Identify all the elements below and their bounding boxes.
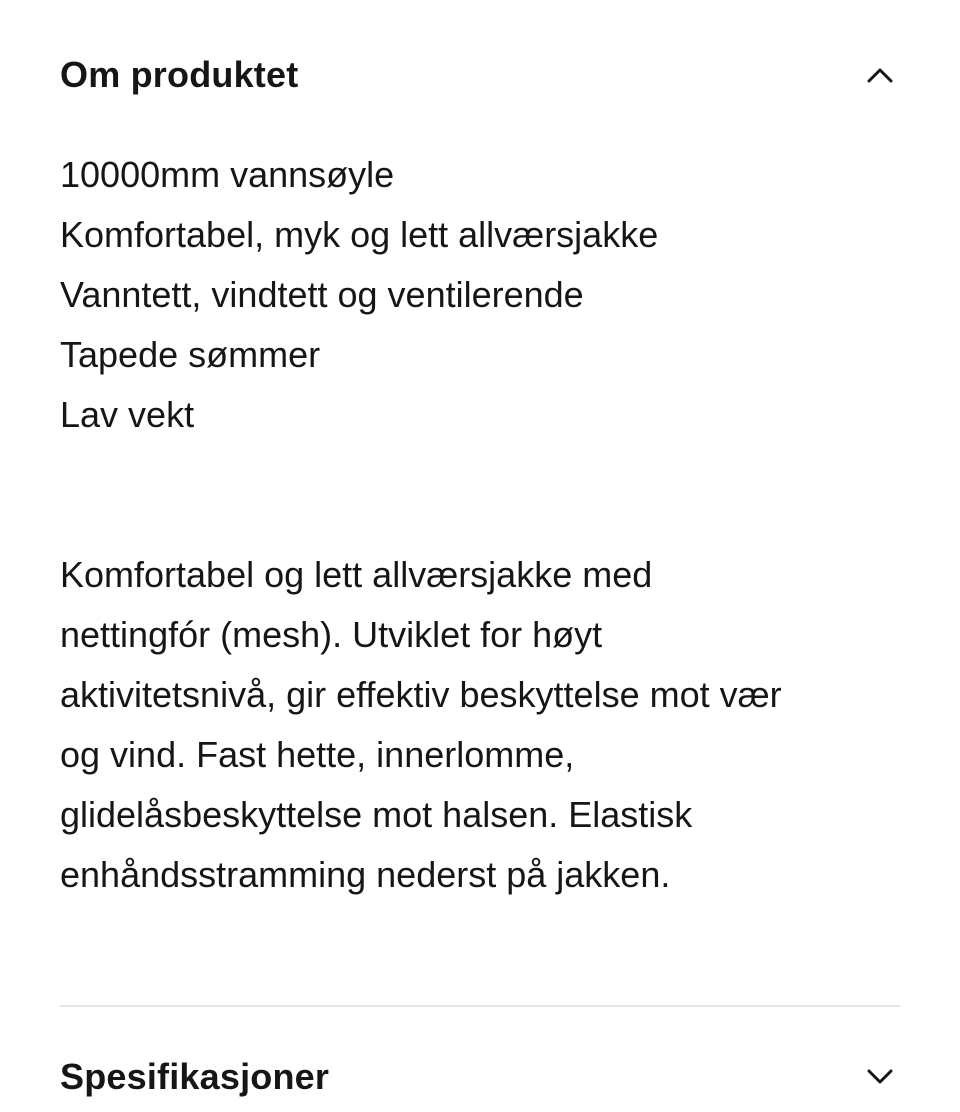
feature-item: 10000mm vannsøyle (60, 154, 395, 195)
description-line: nettingfór (mesh). Utviklet for høyt (60, 614, 603, 655)
product-description (60, 545, 900, 905)
description-line: aktivitetsnivå, gir effektiv beskyttelse mot vær (60, 674, 782, 715)
specs-section-title: Spesifikasjoner (60, 1056, 330, 1097)
about-section-title: Om produktet (60, 54, 299, 95)
feature-item: Vanntett, vindtett og ventilerende (60, 274, 584, 315)
description-line: og vind. Fast hette, innerlomme, (60, 734, 575, 775)
description-line: Komfortabel og lett allværsjakke med (60, 554, 653, 595)
section-divider (60, 1005, 900, 1007)
feature-item: Lav vekt (60, 394, 195, 435)
chevron-up-icon[interactable] (860, 55, 900, 95)
description-line: enhåndsstramming nederst på jakken. (60, 854, 671, 895)
feature-item: Tapede sømmer (60, 334, 321, 375)
feature-item: Komfortabel, myk og lett allværsjakke (60, 214, 659, 255)
specs-section-header[interactable] (60, 1042, 900, 1112)
feature-list (60, 145, 900, 445)
about-section-header[interactable] (60, 40, 900, 110)
description-line: glidelåsbeskyttelse mot halsen. Elastisk (60, 794, 693, 835)
chevron-down-icon[interactable] (860, 1057, 900, 1097)
